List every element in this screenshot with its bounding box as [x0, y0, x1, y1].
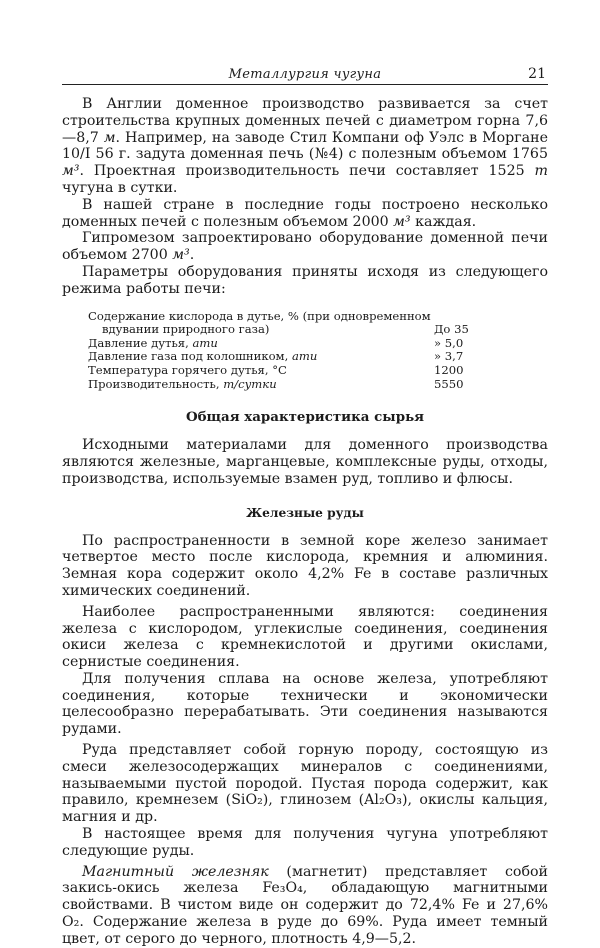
- paragraph-ores-used: В настоящее время для получения чугуна употребляют следующие руды.: [62, 826, 548, 859]
- running-title: Металлургия чугуна: [228, 67, 382, 82]
- page-number: 21: [528, 66, 546, 82]
- parameter-row: вдувании природного газа) До 35: [102, 322, 469, 337]
- running-header: [62, 62, 548, 85]
- paragraph-gipromez: Гипромезом запроектировано оборудование доменной печи объемом 2700 м³.: [62, 230, 548, 264]
- parameters-table: [88, 310, 508, 392]
- paragraph-magnetite: Магнитный железняк (магнетит) представляет собой закись-окись железа Fe₃O₄, обладающую магнитными свойствами. В чистом виде он содержит до 72,4% Fe и 27,6% O₂. Содержание железа в руде до 69%. Руда имеет темный цвет, от серого до черного, плотность 4,9—5,2.: [62, 863, 548, 947]
- parameter-row: Давление дутья, ати » 5,0: [88, 335, 464, 350]
- parameter-row: Содержание кислорода в дутье, % (при одновременном: [88, 308, 431, 323]
- paragraph-iron-compounds: Наиболее распространенными являются: соединения железа с кислородом, углекислые соединения, соединения окиси железа с кремнекислотой и другими окислами, сернистые соединения.: [62, 603, 548, 671]
- paragraph-ores-definition: Для получения сплава на основе железа, употребляют соединения, которые технически и экономически целесообразно перерабатывать. Эти соединения называются рудами.: [62, 670, 548, 738]
- subsection-heading: Железные руды: [246, 505, 364, 520]
- paragraph-england: В Англии доменное производство развивается за счет строительства крупных доменных печей с диаметром горна 7,6—8,7 м. Например, на заводе Стил Компани оф Уэлс в Моргане 10/I 56 г. задута доменная печь (№4) с полезным объемом 1765 м³. Проектная производительность печи составляет 1525 т чугуна в сутки.: [62, 96, 548, 196]
- paragraph-parameters-intro: Параметры оборудования приняты исходя из следующего режима работы печи:: [62, 263, 548, 297]
- paragraph-our-country: В нашей стране в последние годы построено несколько доменных печей с полезным объемом 2000 м³ каждая.: [62, 196, 548, 230]
- section-heading: Общая характеристика сырья: [185, 409, 425, 426]
- page-body: [62, 96, 548, 948]
- parameter-row: Температура горячего дутья, °С 1200: [88, 362, 464, 377]
- paragraph-iron-abundance: По распространенности в земной коре железо занимает четвертое место после кислорода, кремния и алюминия. Земная кора содержит около 4,2% Fe в составе различных химических соединений.: [62, 532, 548, 599]
- parameter-row: Производительность, т/сутки 5550: [88, 376, 464, 391]
- paragraph-raw-materials: Исходными материалами для доменного производства являются железные, марганцевые, комплексные руды, отходы, производства, используемые взамен руд, топливо и флюсы.: [62, 437, 548, 487]
- parameter-row: Давление газа под колошником, ати » 3,7: [88, 349, 464, 364]
- paragraph-ore-composition: Руда представляет собой горную породу, состоящую из смеси железосодержащих минералов с соединениями, называемыми пустой породой. Пустая порода содержит, как правило, кремнезем (SiO₂), глинозем (Al₂O₃), окислы кальция, магния и др.: [62, 742, 548, 826]
